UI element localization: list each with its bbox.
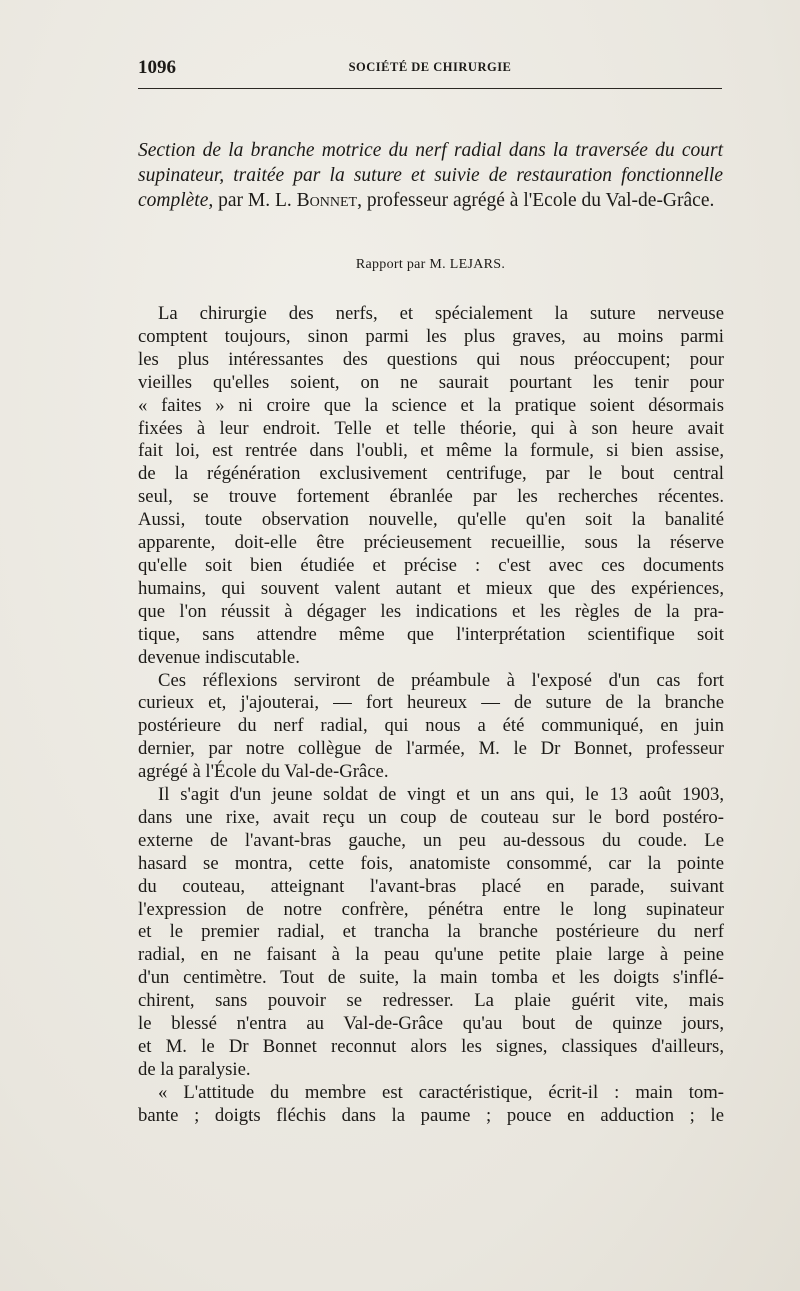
text-line: postérieure du nerf radial, qui nous a été communiqué, en juin — [138, 715, 724, 737]
text-line: qu'elle soit bien étudiée et précise : c'est avec ces documents — [138, 554, 724, 576]
text-line: devenue indiscutable. — [138, 646, 300, 668]
text-line: tique, sans attendre même que l'interprétation scientifique soit — [138, 623, 724, 645]
article-title — [138, 138, 723, 213]
text-line: de la régénération exclusivement centrifuge, par le bout central — [138, 463, 724, 485]
text-line: seul, se trouve fortement ébranlée par les recherches récentes. — [138, 486, 724, 508]
text-line: et le premier radial, et trancha la branche postérieure du nerf — [138, 921, 724, 943]
title-by: par M. L. — [213, 190, 297, 211]
text-line: vieilles qu'elles soient, on ne saurait pourtant les tenir pour — [138, 371, 724, 393]
text-line: le blessé n'entra au Val-de-Grâce qu'au bout de quinze jours, — [138, 1013, 724, 1035]
text-line: hasard se montra, cette fois, anatomiste consommé, car la pointe — [138, 852, 724, 874]
text-line: curieux et, j'ajouterai, — fort heureux — de suture de la branche — [138, 692, 724, 714]
text-line: d'un centimètre. Tout de suite, la main tomba et les doigts s'inflé- — [138, 967, 724, 989]
paragraph — [138, 303, 724, 670]
text-line: fait loi, est rentrée dans l'oubli, et même la formule, si bien assise, — [138, 440, 724, 462]
paragraph — [138, 784, 724, 1082]
text-line: chirent, sans pouvoir se redresser. La plaie guérit vite, mais — [138, 990, 724, 1012]
running-head: SOCIÉTÉ DE CHIRURGIE — [348, 60, 512, 74]
text-line: du couteau, atteignant l'avant-bras placé en parade, suivant — [138, 875, 724, 897]
text-line: Aussi, toute observation nouvelle, qu'elle qu'en soit la banalité — [138, 509, 724, 531]
text-line: humains, qui souvent valent autant et mieux que des expériences, — [138, 577, 724, 599]
text-line: Il s'agit d'un jeune soldat de vingt et un ans qui, le 13 août 1903, — [158, 784, 724, 806]
paragraph — [138, 670, 724, 785]
text-line: l'expression de notre confrère, pénétra entre le long supinateur — [138, 898, 724, 920]
text-line: fixées à leur endroit. Telle et telle théorie, qui à son heure avait — [138, 417, 724, 439]
title-rest: , professeur agrégé à l'Ecole du Val-de-Grâce. — [357, 190, 715, 211]
text-line: agrégé à l'École du Val-de-Grâce. — [138, 761, 389, 783]
page-number: 1096 — [138, 57, 176, 78]
text-line: bante ; doigts fléchis dans la paume ; pouce en adduction ; le — [138, 1104, 724, 1126]
text-line: dernier, par notre collègue de l'armée, M. le Dr Bonnet, professeur — [138, 738, 724, 760]
text-line: de la paralysie. — [138, 1058, 251, 1080]
title-italic: Section de la branche motrice du nerf radial dans la traversée du court supinateur, traitée par la suture et suivie de restauration fonctionnelle complète, — [138, 140, 723, 211]
text-line: Ces réflexions serviront de préambule à l'exposé d'un cas fort — [158, 669, 724, 691]
text-line: les plus intéressantes des questions qui nous préoccupent; pour — [138, 348, 724, 370]
text-line: La chirurgie des nerfs, et spécialement la suture nerveuse — [158, 303, 724, 324]
text-line: « L'attitude du membre est caractéristique, écrit-il : main tom- — [158, 1081, 724, 1103]
body-text — [138, 303, 724, 1128]
text-line: comptent toujours, sinon parmi les plus graves, au moins parmi — [138, 325, 724, 347]
paragraph — [138, 1082, 724, 1128]
report-byline: Rapport par M. LEJARS. — [355, 257, 506, 272]
text-line: « faites » ni croire que la science et la pratique soient désormais — [138, 394, 724, 416]
text-line: apparente, doit-elle être précieusement recueillie, sous la réserve — [138, 532, 724, 554]
text-line: et M. le Dr Bonnet reconnut alors les signes, classiques d'ailleurs, — [138, 1036, 724, 1057]
text-line: dans une rixe, avait reçu un coup de couteau sur le bord postéro- — [138, 806, 724, 828]
text-line: radial, en ne faisant à la peau qu'une petite plaie large à peine — [138, 944, 724, 966]
page-header — [138, 54, 722, 89]
text-line: que l'on réussit à dégager les indications et les règles de la pra- — [138, 600, 724, 622]
title-author: Bonnet — [296, 190, 358, 211]
text-line: externe de l'avant-bras gauche, un peu au-dessous du coude. Le — [138, 829, 724, 851]
